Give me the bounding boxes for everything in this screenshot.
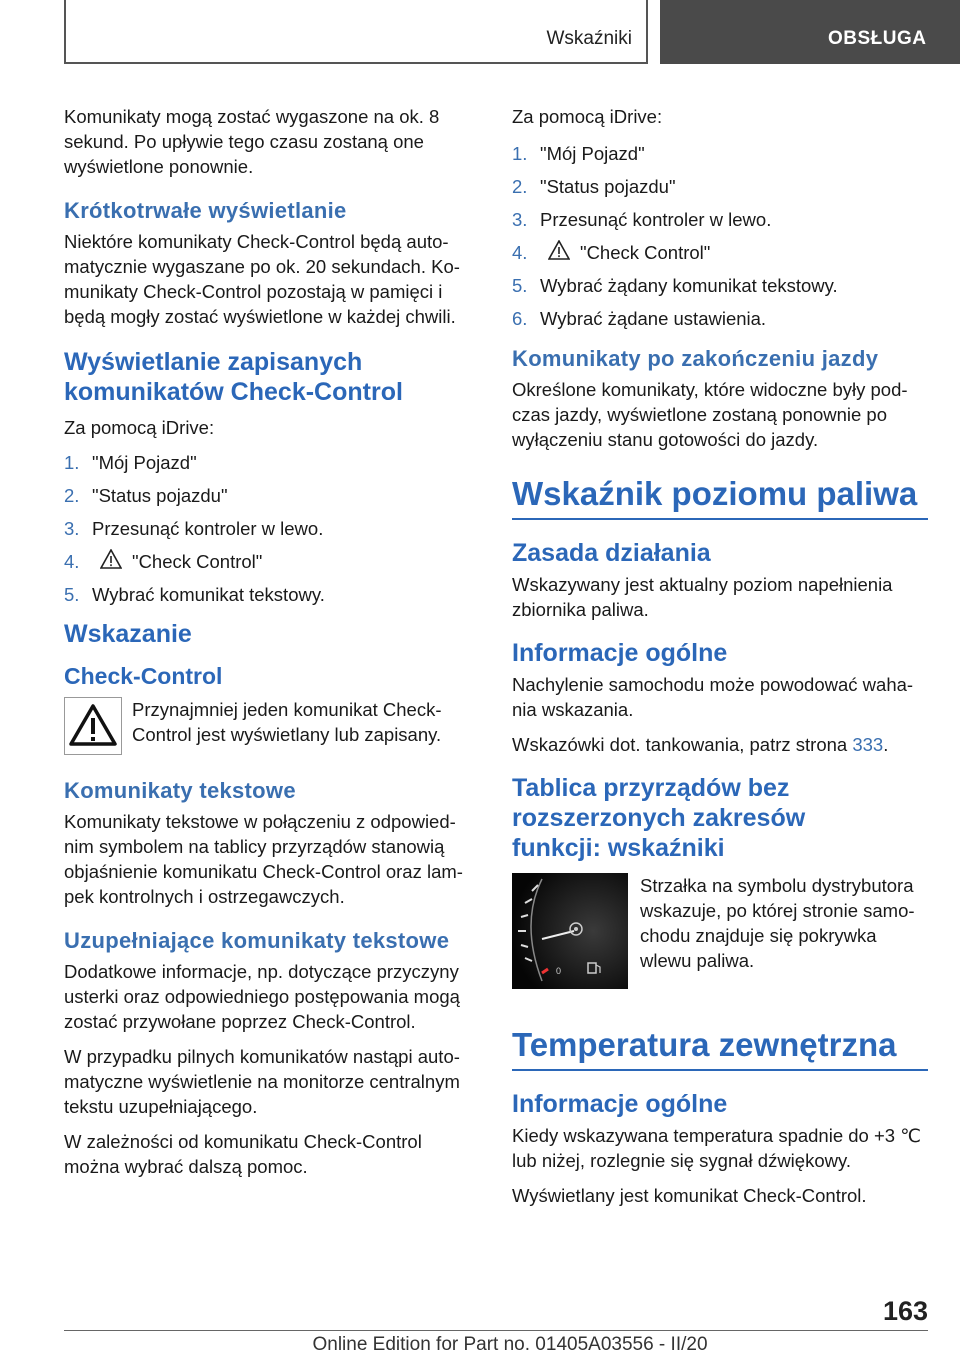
paragraph xyxy=(512,732,928,757)
header-box xyxy=(64,0,648,64)
paragraph: Dodatkowe informacje, np. dotyczące przyczyny usterki oraz odpowiedniego postępowania mogą zostać przywołane poprzez Check-Control. xyxy=(64,961,460,1032)
list-item xyxy=(64,516,476,541)
paragraph: Przynajmniej jeden komunikat Check-Control jest wyświetlany lub zapisany. xyxy=(132,699,442,745)
footer-divider xyxy=(64,1330,928,1331)
text: . xyxy=(883,734,889,755)
list-item xyxy=(512,207,928,232)
section-title: Wskaźniki xyxy=(546,28,632,49)
step-number: 5. xyxy=(64,584,80,605)
paragraph: Wskazywany jest aktualny poziom napełnienia zbiornika paliwa. xyxy=(512,574,893,620)
chapter-tab: OBSŁUGA xyxy=(660,0,960,64)
step-number: 2. xyxy=(64,485,80,506)
step-number: 5. xyxy=(512,275,528,296)
step-text: "Mój Pojazd" xyxy=(540,143,645,164)
list-item xyxy=(512,174,928,199)
step-text: "Check Control" xyxy=(580,242,711,263)
step-number: 3. xyxy=(64,518,80,539)
paragraph: Wyświetlany jest komunikat Check-Control. xyxy=(512,1185,867,1206)
heading-short-display: Krótkotrwałe wyświetlanie xyxy=(64,198,347,223)
fuel-gauge-image xyxy=(512,873,628,989)
heading-after-drive: Komunikaty po zakończeniu jazdy xyxy=(512,346,879,371)
warning-triangle-icon xyxy=(64,697,122,755)
step-text: "Status pojazdu" xyxy=(540,176,676,197)
step-text: "Check Control" xyxy=(132,551,263,572)
paragraph: Nachylenie samochodu może powodować waha-nia wskazania. xyxy=(512,674,914,720)
list-item xyxy=(64,450,476,475)
heading-principle: Zasada działania xyxy=(512,539,711,567)
heading-fuel-gauge: Wskaźnik poziomu paliwa xyxy=(512,475,918,512)
paragraph: Określone komunikaty, które widoczne były pod-czas jazdy, wyświetlone zostaną ponownie po wyłączeniu stanu gotowości do jazdy. xyxy=(512,379,908,450)
heading-indication: Wskazanie xyxy=(64,620,192,648)
heading-text-messages: Komunikaty tekstowe xyxy=(64,778,296,803)
paragraph: W przypadku pilnych komunikatów nastąpi auto-matyczne wyświetlenie na monitorze centralnym tekstu uzupełniającego. xyxy=(64,1046,460,1117)
heading-check-control: Check-Control xyxy=(64,663,223,689)
steps-list-left xyxy=(64,450,476,607)
step-number: 6. xyxy=(512,308,528,329)
warning-triangle-icon xyxy=(100,549,122,569)
step-number: 1. xyxy=(512,143,528,164)
list-item xyxy=(64,549,476,574)
paragraph: W zależności od komunikatu Check-Control można wybrać dalszą pomoc. xyxy=(64,1131,422,1177)
paragraph: Niektóre komunikaty Check-Control będą auto-matycznie wygaszane po ok. 20 sekundach. Ko-munikaty Check-Control pozostają w pamięci i będą mogły zostać wyświetlone w każdej chwili. xyxy=(64,231,460,327)
step-text: Przesunąć kontroler w lewo. xyxy=(540,209,772,230)
paragraph: Strzałka na symbolu dystrybutora wskazuje, po której stronie samo-chodu znajduje się pokrywka wlewu paliwa. xyxy=(640,875,915,971)
heading-supplementary-messages: Uzupełniające komunikaty tekstowe xyxy=(64,928,450,953)
step-text: Przesunąć kontroler w lewo. xyxy=(92,518,324,539)
list-item xyxy=(64,483,476,508)
paragraph: Komunikaty mogą zostać wygaszone na ok. 8 sekund. Po upływie tego czasu zostaną one wyświetlone ponownie. xyxy=(64,106,440,177)
heading-general-info-temp: Informacje ogólne xyxy=(512,1090,728,1118)
list-item xyxy=(512,273,928,298)
step-number: 4. xyxy=(64,551,80,572)
left-column xyxy=(64,104,476,1189)
step-text: "Status pojazdu" xyxy=(92,485,228,506)
heading-saved-messages: Wyświetlanie zapisanych komunikatów Check-Control xyxy=(64,348,403,406)
warning-triangle-icon xyxy=(548,240,570,260)
text: Wskazówki dot. tankowania, patrz strona xyxy=(512,734,853,755)
footer-edition: Online Edition for Part no. 01405A03556 - II/20 xyxy=(312,1334,708,1355)
gauge-zero-label: 0 xyxy=(556,966,562,976)
steps-list-right xyxy=(512,141,928,331)
step-number: 4. xyxy=(512,242,528,263)
fuel-gauge-figure xyxy=(512,873,928,989)
paragraph: Kiedy wskazywana temperatura spadnie do +3 ℃ lub niżej, rozlegnie się sygnał dźwiękowy. xyxy=(512,1125,921,1171)
step-text: Wybrać żądane ustawienia. xyxy=(540,308,767,329)
list-item xyxy=(512,306,928,331)
page-link[interactable]: 333 xyxy=(852,734,884,755)
step-number: 1. xyxy=(64,452,80,473)
step-number: 3. xyxy=(512,209,528,230)
list-item xyxy=(512,141,928,166)
page-number: 163 xyxy=(882,1296,928,1326)
step-text: Wybrać komunikat tekstowy. xyxy=(92,584,325,605)
heading-dashboard: Tablica przyrządów bez rozszerzonych zakresów funkcji: wskaźniki xyxy=(512,774,806,862)
check-control-figure xyxy=(64,697,476,755)
list-item xyxy=(512,240,928,265)
paragraph: Za pomocą iDrive: xyxy=(512,106,663,127)
step-text: "Mój Pojazd" xyxy=(92,452,197,473)
step-text: Wybrać żądany komunikat tekstowy. xyxy=(540,275,838,296)
paragraph: Komunikaty tekstowe w połączeniu z odpowied-nim symbolem na tablicy przyrządów stanowią objaśnienie komunikatu Check-Control oraz lam-pek kontrolnych i ostrzegawczych. xyxy=(64,811,463,907)
right-column xyxy=(512,104,928,1218)
paragraph: Za pomocą iDrive: xyxy=(64,417,215,438)
divider xyxy=(512,1069,928,1071)
list-item xyxy=(64,582,476,607)
heading-outside-temperature: Temperatura zewnętrzna xyxy=(512,1026,897,1063)
divider xyxy=(512,518,928,520)
heading-general-info: Informacje ogólne xyxy=(512,639,728,667)
step-number: 2. xyxy=(512,176,528,197)
